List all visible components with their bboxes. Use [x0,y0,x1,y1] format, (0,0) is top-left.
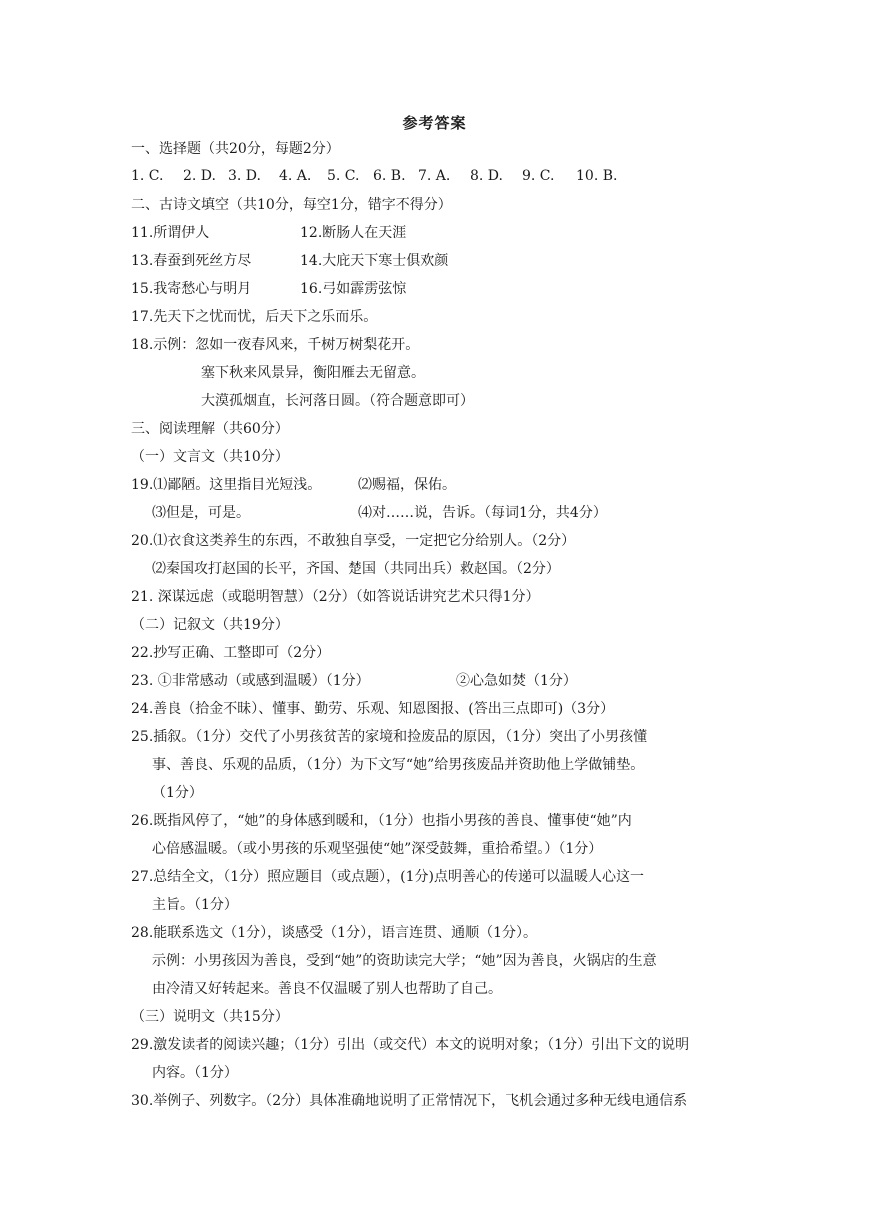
answer-24: 24.善良（拾金不昧）、懂事、勤劳、乐观、知恩图报、(答出三点即可)（3分） [131,701,615,717]
answer-20-line-2: ⑵秦国攻打赵国的长平，齐国、楚国（共同出兵）救赵国。（2分） [152,561,560,577]
page-title: 参考答案 [402,114,467,132]
answer-1: 1. C. [131,168,164,184]
part-1-heading: （一）文言文（共10分） [131,449,289,465]
answer-25-line-1: 25.插叙。（1分）交代了小男孩贫苦的家境和捡废品的原因，（1分）突出了小男孩懂 [131,729,648,745]
answer-9: 9. C. [522,168,555,184]
answer-25-line-2: 事、善良、乐观的品质，（1分）为下文写“她”给男孩废品并资助他上学做铺垫。 [152,757,645,773]
section-3-heading: 三、阅读理解（共60分） [131,421,289,437]
answer-19-a: 19.⑴鄙陋。这里指目光短浅。 [131,477,322,493]
answer-15: 15.我寄愁心与明月 [131,281,252,297]
answer-30-line-1: 30.举例子、列数字。（2分）具体准确地说明了正常情况下，飞机会通过多种无线电通信系 [131,1093,688,1109]
section-1-heading: 一、选择题（共20分，每题2分） [131,141,340,157]
answer-14: 14.大庇天下寒士俱欢颜 [300,253,449,269]
answer-8: 8. D. [470,168,503,184]
answer-17: 17.先天下之忧而忧，后天下之乐而乐。 [131,309,378,325]
answer-16: 16.弓如霹雳弦惊 [300,281,407,297]
answer-13: 13.春蚕到死丝方尽 [131,253,252,269]
answer-2: 2. D. [183,168,216,184]
answer-18-line-1: 18.示例：忽如一夜春风来，千树万树梨花开。 [131,337,420,353]
answer-20-line-1: 20.⑴衣食这类养生的东西，不敢独自享受，一定把它分给别人。（2分） [131,533,576,549]
answer-19-b: ⑵赐福，保佑。 [358,477,456,493]
answer-26-line-2: 心倍感温暖。（或小男孩的乐观坚强使“她”深受鼓舞，重拾希望。）（1分） [152,841,603,857]
answer-12: 12.断肠人在天涯 [300,225,407,241]
answer-19-c: ⑶但是，可是。 [152,505,250,521]
answer-29-line-2: 内容。（1分） [152,1065,238,1081]
answer-27-line-2: 主旨。（1分） [152,897,238,913]
answer-23-a: 23. ①非常感动（或感到温暖）（1分） [131,673,370,689]
answer-19-d: ⑷对……说，告诉。（每词1分，共4分） [358,505,607,521]
answer-23-b: ②心急如焚（1分） [456,673,577,689]
answer-29-line-1: 29.激发读者的阅读兴趣；（1分）引出（或交代）本文的说明对象；（1分）引出下文的说明 [131,1037,690,1053]
answer-6: 6. B. [373,168,406,184]
answer-28-line-3: 由冷清又好转起来。善良不仅温暖了别人也帮助了自己。 [152,981,502,997]
answer-22: 22.抄写正确、工整即可（2分） [131,645,331,661]
answer-11: 11.所谓伊人 [131,225,210,241]
answer-10: 10. B. [576,168,618,184]
answer-7: 7. A. [418,168,451,184]
part-2-heading: （二）记叙文（共19分） [131,617,289,633]
answer-18-line-2: 塞下秋来风景异，衡阳雁去无留意。 [201,365,425,381]
answer-5: 5. C. [327,168,360,184]
answer-28-line-1: 28.能联系选文（1分），谈感受（1分），语言连贯、通顺（1分）。 [131,925,537,941]
answer-18-line-3: 大漠孤烟直，长河落日圆。（符合题意即可） [201,393,474,409]
answer-27-line-1: 27.总结全文，（1分）照应题目（或点题），(1分)点明善心的传递可以温暖人心这一 [131,869,645,885]
part-3-heading: （三）说明文（共15分） [131,1009,289,1025]
answer-3: 3. D. [228,168,261,184]
answer-28-line-2: 示例：小男孩因为善良，受到“她”的资助读完大学；“她”因为善良，火锅店的生意 [152,953,657,969]
answer-25-line-3: （1分） [152,785,203,801]
answer-26-line-1: 26.既指风停了，“她”的身体感到暖和，（1分）也指小男孩的善良、懂事使“她”内 [131,813,632,829]
answer-4: 4. A. [279,168,312,184]
answer-21: 21. 深谋远虑（或聪明智慧）（2分）（如答说话讲究艺术只得1分） [131,589,540,605]
section-2-heading: 二、古诗文填空（共10分，每空1分，错字不得分） [131,197,452,213]
